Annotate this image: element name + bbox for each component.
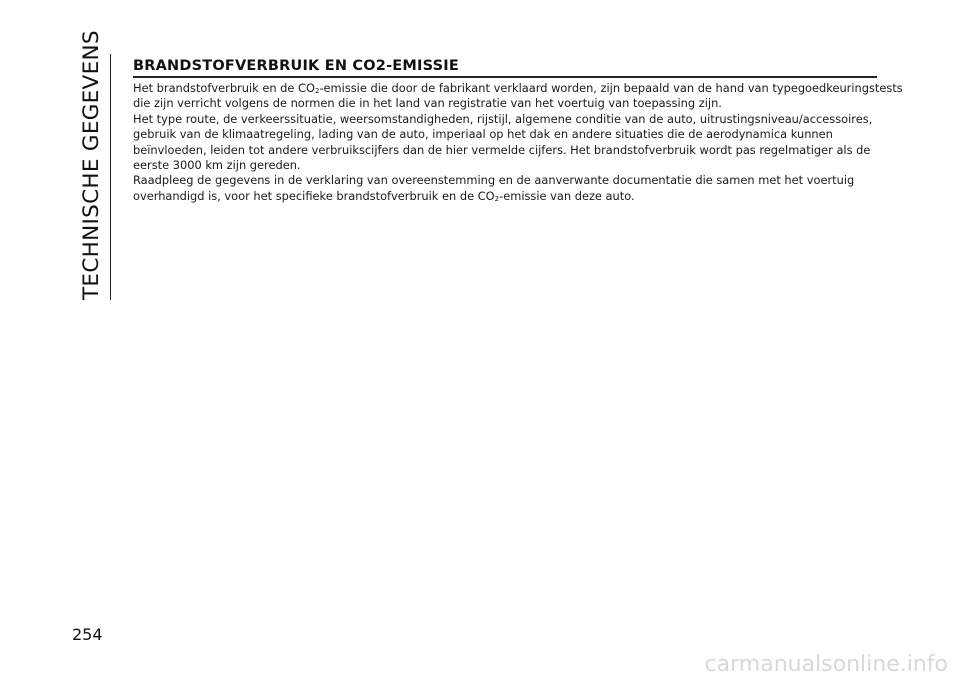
subscript: 2 — [494, 194, 500, 203]
text-run: -emissie die door de fabrikant verklaard worden, zijn bepaald van de hand van typegoedkeuringstests — [319, 81, 903, 95]
paragraph-1-line-1 — [133, 81, 903, 96]
subscript: 2 — [314, 87, 320, 95]
heading-divider — [133, 76, 877, 78]
paragraph-2-line-2: gebruik van de klimaatregeling, lading van de auto, imperiaal op het dak en andere situaties die de aerodynamica kunnen — [133, 127, 833, 142]
text-run: -emissie van deze auto. — [499, 188, 635, 203]
section-heading: BRANDSTOFVERBRUIK EN CO2-EMISSIE — [133, 58, 459, 74]
page-number: 254 — [72, 625, 103, 644]
watermark: carmanualsonline.info — [704, 652, 948, 677]
body-text — [133, 81, 903, 204]
paragraph-1-line-2: die zijn verricht volgens de normen die in het land van registratie van het voertuig van toepassing zijn. — [133, 96, 722, 111]
paragraph-3-line-1: Raadpleeg de gegevens in de verklaring van overeenstemming en de aanverwante documentatie die samen met het voertuig — [133, 173, 855, 188]
paragraph-2-line-3: beïnvloeden, leiden tot andere verbruikscijfers dan de hier vermelde cijfers. Het brandstofverbruik wordt pas regelmatiger als de — [133, 142, 871, 157]
paragraph-2-line-4: eerste 3000 km zijn gereden. — [133, 158, 301, 173]
side-divider — [110, 54, 111, 300]
text-run: Het brandstofverbruik en de CO — [133, 81, 315, 95]
paragraph-2-line-1: Het type route, de verkeerssituatie, weersomstandigheden, rijstijl, algemene conditie van de auto, uitrustingsniveau/accessoires, — [133, 111, 873, 126]
paragraph-3-line-2 — [133, 189, 883, 204]
text-run: overhandigd is, voor het specifieke brandstofverbruik en de CO — [133, 188, 495, 203]
section-side-title: TECHNISCHE GEGEVENS — [79, 30, 104, 300]
